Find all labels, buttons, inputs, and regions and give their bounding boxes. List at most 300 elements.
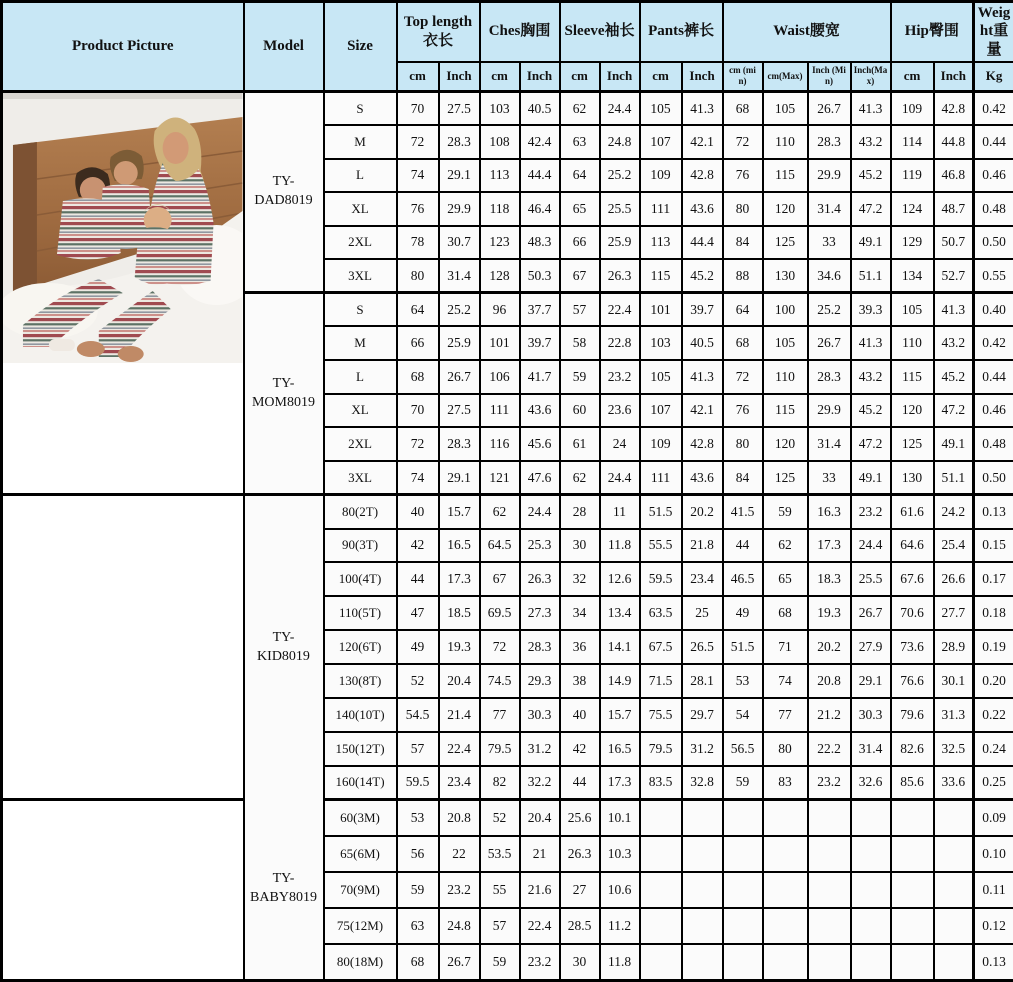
value-cell: 57 (480, 908, 520, 944)
value-cell: 42 (560, 732, 600, 766)
value-cell: 0.17 (974, 562, 1013, 596)
value-cell: 43.2 (851, 360, 891, 394)
value-cell: 107 (640, 125, 682, 159)
value-cell: 27.5 (439, 394, 480, 428)
value-cell: 59 (763, 495, 808, 529)
value-cell: 61 (560, 427, 600, 461)
value-cell: 15.7 (600, 698, 640, 732)
value-cell: 32.6 (851, 766, 891, 800)
value-cell: 21.6 (520, 872, 560, 908)
value-cell: 130 (891, 461, 934, 495)
value-cell: 42.8 (934, 92, 974, 126)
value-cell: 21.2 (808, 698, 851, 732)
value-cell: 64 (560, 159, 600, 193)
value-cell: 68 (397, 944, 439, 980)
value-cell: 0.19 (974, 630, 1013, 664)
value-cell (640, 872, 682, 908)
value-cell: 14.9 (600, 664, 640, 698)
size-cell: 100(4T) (324, 562, 397, 596)
value-cell: 106 (480, 360, 520, 394)
product-picture-cell-empty (2, 495, 244, 800)
value-cell: 0.50 (974, 461, 1013, 495)
value-cell: 105 (640, 92, 682, 126)
value-cell: 22.4 (520, 908, 560, 944)
col-group-chest: Ches胸围 (480, 2, 560, 62)
value-cell: 115 (763, 159, 808, 193)
value-cell: 0.42 (974, 92, 1013, 126)
value-cell: 26.7 (851, 596, 891, 630)
value-cell: 51.5 (640, 495, 682, 529)
value-cell: 22.8 (600, 326, 640, 360)
value-cell: 47.2 (851, 427, 891, 461)
value-cell (723, 944, 763, 980)
value-cell: 110 (763, 360, 808, 394)
value-cell: 130 (763, 259, 808, 293)
value-cell: 32 (560, 562, 600, 596)
value-cell: 62 (763, 529, 808, 563)
value-cell: 40.5 (682, 326, 723, 360)
value-cell: 59 (397, 872, 439, 908)
value-cell: 32.2 (520, 766, 560, 800)
value-cell: 24.8 (600, 125, 640, 159)
value-cell: 48.3 (520, 226, 560, 260)
size-cell: 3XL (324, 259, 397, 293)
col-header-size: Size (324, 2, 397, 92)
model-cell: TY-DAD8019 (244, 92, 324, 293)
subcol-waist-inch-max: Inch(Max) (851, 62, 891, 92)
value-cell: 134 (891, 259, 934, 293)
value-cell: 24.4 (520, 495, 560, 529)
value-cell: 26.7 (808, 326, 851, 360)
value-cell: 42.4 (520, 125, 560, 159)
value-cell: 105 (763, 92, 808, 126)
size-cell: S (324, 293, 397, 327)
value-cell: 125 (891, 427, 934, 461)
value-cell: 110 (891, 326, 934, 360)
value-cell: 82 (480, 766, 520, 800)
value-cell: 109 (891, 92, 934, 126)
value-cell: 41.3 (682, 92, 723, 126)
value-cell: 120 (763, 192, 808, 226)
value-cell: 74 (397, 461, 439, 495)
value-cell (851, 908, 891, 944)
value-cell: 75.5 (640, 698, 682, 732)
value-cell: 10.6 (600, 872, 640, 908)
size-cell: 65(6M) (324, 836, 397, 872)
value-cell (723, 872, 763, 908)
size-cell: M (324, 326, 397, 360)
value-cell: 109 (640, 427, 682, 461)
value-cell (640, 944, 682, 980)
value-cell: 124 (891, 192, 934, 226)
family-pajamas-photo (3, 93, 243, 363)
value-cell: 0.10 (974, 836, 1013, 872)
value-cell: 23.2 (520, 944, 560, 980)
value-cell: 25.2 (439, 293, 480, 327)
value-cell: 46.4 (520, 192, 560, 226)
col-header-product-picture: Product Picture (2, 2, 244, 92)
size-cell: M (324, 125, 397, 159)
value-cell: 24.4 (600, 92, 640, 126)
col-group-waist: Waist腰宽 (723, 2, 891, 62)
value-cell: 120 (763, 427, 808, 461)
subcol-chest-inch: Inch (520, 62, 560, 92)
size-cell: L (324, 159, 397, 193)
value-cell: 115 (891, 360, 934, 394)
value-cell: 44.8 (934, 125, 974, 159)
value-cell: 11.2 (600, 908, 640, 944)
value-cell (640, 908, 682, 944)
value-cell: 66 (560, 226, 600, 260)
value-cell: 20.4 (520, 800, 560, 836)
value-cell: 80 (763, 732, 808, 766)
value-cell: 25.3 (520, 529, 560, 563)
value-cell: 19.3 (808, 596, 851, 630)
value-cell: 29.9 (439, 192, 480, 226)
value-cell: 0.44 (974, 360, 1013, 394)
value-cell (808, 836, 851, 872)
value-cell: 68 (397, 360, 439, 394)
value-cell: 111 (480, 394, 520, 428)
value-cell: 24 (600, 427, 640, 461)
value-cell: 67.5 (640, 630, 682, 664)
value-cell: 54 (723, 698, 763, 732)
value-cell: 0.48 (974, 192, 1013, 226)
value-cell: 85.6 (891, 766, 934, 800)
value-cell: 115 (763, 394, 808, 428)
value-cell: 0.20 (974, 664, 1013, 698)
value-cell: 20.4 (439, 664, 480, 698)
product-picture-cell (2, 92, 244, 495)
product-picture-cell-empty (2, 800, 244, 981)
value-cell: 79.5 (640, 732, 682, 766)
size-cell: L (324, 360, 397, 394)
value-cell: 53.5 (480, 836, 520, 872)
value-cell (808, 872, 851, 908)
value-cell: 25.9 (600, 226, 640, 260)
value-cell: 76 (723, 159, 763, 193)
value-cell (763, 944, 808, 980)
value-cell: 28.3 (439, 125, 480, 159)
subcol-pants-inch: Inch (682, 62, 723, 92)
value-cell: 109 (640, 159, 682, 193)
value-cell (682, 872, 723, 908)
value-cell: 62 (480, 495, 520, 529)
subcol-sleeve-inch: Inch (600, 62, 640, 92)
value-cell: 26.6 (934, 562, 974, 596)
value-cell: 79.5 (480, 732, 520, 766)
value-cell: 49 (397, 630, 439, 664)
size-cell: 2XL (324, 226, 397, 260)
size-cell: 80(2T) (324, 495, 397, 529)
subcol-weight-kg: Kg (974, 62, 1013, 92)
value-cell (934, 800, 974, 836)
value-cell: 64 (397, 293, 439, 327)
value-cell: 0.22 (974, 698, 1013, 732)
value-cell: 60 (560, 394, 600, 428)
value-cell: 108 (480, 125, 520, 159)
value-cell: 65 (763, 562, 808, 596)
value-cell: 31.2 (520, 732, 560, 766)
subcol-pants-cm: cm (640, 62, 682, 92)
value-cell (763, 872, 808, 908)
value-cell: 0.46 (974, 394, 1013, 428)
value-cell: 17.3 (439, 562, 480, 596)
value-cell (640, 836, 682, 872)
value-cell (723, 908, 763, 944)
value-cell: 38 (560, 664, 600, 698)
value-cell (891, 800, 934, 836)
value-cell: 46.5 (723, 562, 763, 596)
value-cell: 41.3 (934, 293, 974, 327)
table-row (2, 800, 1013, 836)
value-cell: 100 (763, 293, 808, 327)
col-group-sleeve: Sleeve袖长 (560, 2, 640, 62)
value-cell: 82.6 (891, 732, 934, 766)
value-cell: 10.3 (600, 836, 640, 872)
value-cell: 25.9 (439, 326, 480, 360)
value-cell: 79.6 (891, 698, 934, 732)
value-cell: 48.7 (934, 192, 974, 226)
value-cell: 24.4 (600, 461, 640, 495)
value-cell (808, 944, 851, 980)
value-cell: 28.3 (808, 125, 851, 159)
value-cell: 37.7 (520, 293, 560, 327)
value-cell: 17.3 (600, 766, 640, 800)
value-cell: 50.3 (520, 259, 560, 293)
value-cell: 33.6 (934, 766, 974, 800)
value-cell (763, 800, 808, 836)
value-cell: 24.4 (851, 529, 891, 563)
value-cell: 107 (640, 394, 682, 428)
value-cell: 84 (723, 226, 763, 260)
value-cell: 22 (439, 836, 480, 872)
value-cell: 0.55 (974, 259, 1013, 293)
value-cell: 113 (480, 159, 520, 193)
value-cell: 28.1 (682, 664, 723, 698)
table-row (2, 92, 1013, 126)
subcol-hip-cm: cm (891, 62, 934, 92)
value-cell: 25.6 (560, 800, 600, 836)
value-cell: 18.5 (439, 596, 480, 630)
value-cell: 53 (397, 800, 439, 836)
table-body (2, 92, 1013, 981)
value-cell: 120 (891, 394, 934, 428)
value-cell: 68 (723, 326, 763, 360)
value-cell: 39.7 (520, 326, 560, 360)
value-cell: 23.6 (600, 394, 640, 428)
value-cell: 72 (723, 125, 763, 159)
value-cell: 43.6 (682, 192, 723, 226)
value-cell: 68 (723, 92, 763, 126)
value-cell: 114 (891, 125, 934, 159)
value-cell: 29.9 (808, 394, 851, 428)
value-cell: 119 (891, 159, 934, 193)
value-cell: 129 (891, 226, 934, 260)
value-cell (891, 836, 934, 872)
value-cell: 30.7 (439, 226, 480, 260)
value-cell: 44.4 (682, 226, 723, 260)
value-cell: 28 (560, 495, 600, 529)
value-cell: 123 (480, 226, 520, 260)
value-cell: 21.8 (682, 529, 723, 563)
value-cell: 26.3 (600, 259, 640, 293)
value-cell: 71.5 (640, 664, 682, 698)
value-cell: 20.8 (808, 664, 851, 698)
value-cell: 40 (397, 495, 439, 529)
value-cell: 74.5 (480, 664, 520, 698)
subcol-sleeve-cm: cm (560, 62, 600, 92)
value-cell (640, 800, 682, 836)
value-cell: 0.48 (974, 427, 1013, 461)
size-cell: 140(10T) (324, 698, 397, 732)
value-cell: 23.2 (439, 872, 480, 908)
value-cell: 55.5 (640, 529, 682, 563)
value-cell: 13.4 (600, 596, 640, 630)
value-cell (682, 944, 723, 980)
value-cell: 110 (763, 125, 808, 159)
size-cell: 3XL (324, 461, 397, 495)
size-cell: 90(3T) (324, 529, 397, 563)
value-cell: 30 (560, 944, 600, 980)
value-cell: 64.6 (891, 529, 934, 563)
value-cell: 16.5 (439, 529, 480, 563)
value-cell: 45.2 (682, 259, 723, 293)
value-cell: 47.2 (934, 394, 974, 428)
value-cell: 72 (397, 427, 439, 461)
value-cell: 23.2 (808, 766, 851, 800)
value-cell: 111 (640, 461, 682, 495)
value-cell: 42 (397, 529, 439, 563)
value-cell: 27.3 (520, 596, 560, 630)
value-cell: 70 (397, 394, 439, 428)
value-cell: 30.1 (934, 664, 974, 698)
value-cell: 24.8 (439, 908, 480, 944)
value-cell: 39.7 (682, 293, 723, 327)
value-cell: 56 (397, 836, 439, 872)
value-cell: 31.4 (808, 427, 851, 461)
value-cell: 0.46 (974, 159, 1013, 193)
value-cell: 0.09 (974, 800, 1013, 836)
value-cell: 29.7 (682, 698, 723, 732)
value-cell: 67 (560, 259, 600, 293)
value-cell: 72 (723, 360, 763, 394)
value-cell: 63.5 (640, 596, 682, 630)
size-cell: 110(5T) (324, 596, 397, 630)
subcol-waist-cm-max: cm(Max) (763, 62, 808, 92)
value-cell: 74 (763, 664, 808, 698)
value-cell: 22.4 (600, 293, 640, 327)
value-cell (851, 872, 891, 908)
subcol-top-cm: cm (397, 62, 439, 92)
size-cell: 60(3M) (324, 800, 397, 836)
value-cell: 88 (723, 259, 763, 293)
value-cell: 57 (397, 732, 439, 766)
value-cell: 40.5 (520, 92, 560, 126)
value-cell: 57 (560, 293, 600, 327)
size-cell: 80(18M) (324, 944, 397, 980)
value-cell: 0.13 (974, 944, 1013, 980)
value-cell: 77 (763, 698, 808, 732)
col-group-top-length: Top length衣长 (397, 2, 480, 62)
value-cell: 39.3 (851, 293, 891, 327)
value-cell: 26.3 (520, 562, 560, 596)
value-cell: 96 (480, 293, 520, 327)
value-cell: 42.1 (682, 394, 723, 428)
col-group-hip: Hip臀围 (891, 2, 974, 62)
value-cell: 17.3 (808, 529, 851, 563)
value-cell: 68 (763, 596, 808, 630)
value-cell: 29.1 (439, 159, 480, 193)
value-cell: 52 (480, 800, 520, 836)
value-cell: 0.11 (974, 872, 1013, 908)
value-cell: 0.24 (974, 732, 1013, 766)
value-cell (934, 872, 974, 908)
value-cell: 0.50 (974, 226, 1013, 260)
value-cell: 70 (397, 92, 439, 126)
value-cell: 62 (560, 461, 600, 495)
value-cell: 103 (640, 326, 682, 360)
value-cell (682, 908, 723, 944)
value-cell: 59 (480, 944, 520, 980)
value-cell: 25.5 (600, 192, 640, 226)
value-cell: 59 (560, 360, 600, 394)
size-cell: 120(6T) (324, 630, 397, 664)
value-cell: 67.6 (891, 562, 934, 596)
value-cell (763, 836, 808, 872)
value-cell: 105 (640, 360, 682, 394)
value-cell (934, 944, 974, 980)
value-cell: 118 (480, 192, 520, 226)
value-cell: 101 (480, 326, 520, 360)
value-cell: 113 (640, 226, 682, 260)
value-cell: 74 (397, 159, 439, 193)
value-cell: 30 (560, 529, 600, 563)
value-cell: 27.9 (851, 630, 891, 664)
value-cell: 59 (723, 766, 763, 800)
value-cell: 10.1 (600, 800, 640, 836)
value-cell: 23.2 (600, 360, 640, 394)
value-cell: 29.1 (851, 664, 891, 698)
value-cell: 22.2 (808, 732, 851, 766)
value-cell: 26.7 (808, 92, 851, 126)
value-cell: 11.8 (600, 944, 640, 980)
value-cell (723, 800, 763, 836)
value-cell: 26.3 (560, 836, 600, 872)
value-cell: 56.5 (723, 732, 763, 766)
value-cell: 44.4 (520, 159, 560, 193)
value-cell (723, 836, 763, 872)
value-cell: 61.6 (891, 495, 934, 529)
value-cell: 27.7 (934, 596, 974, 630)
value-cell: 76 (397, 192, 439, 226)
value-cell: 0.12 (974, 908, 1013, 944)
value-cell: 25.4 (934, 529, 974, 563)
value-cell: 83 (763, 766, 808, 800)
value-cell: 49 (723, 596, 763, 630)
value-cell: 0.40 (974, 293, 1013, 327)
value-cell: 76.6 (891, 664, 934, 698)
value-cell: 66 (397, 326, 439, 360)
value-cell: 23.2 (851, 495, 891, 529)
value-cell: 103 (480, 92, 520, 126)
model-cell: TY-KID8019 (244, 495, 324, 800)
value-cell: 19.3 (439, 630, 480, 664)
value-cell: 64 (723, 293, 763, 327)
value-cell: 116 (480, 427, 520, 461)
value-cell: 33 (808, 226, 851, 260)
value-cell: 49.1 (851, 226, 891, 260)
